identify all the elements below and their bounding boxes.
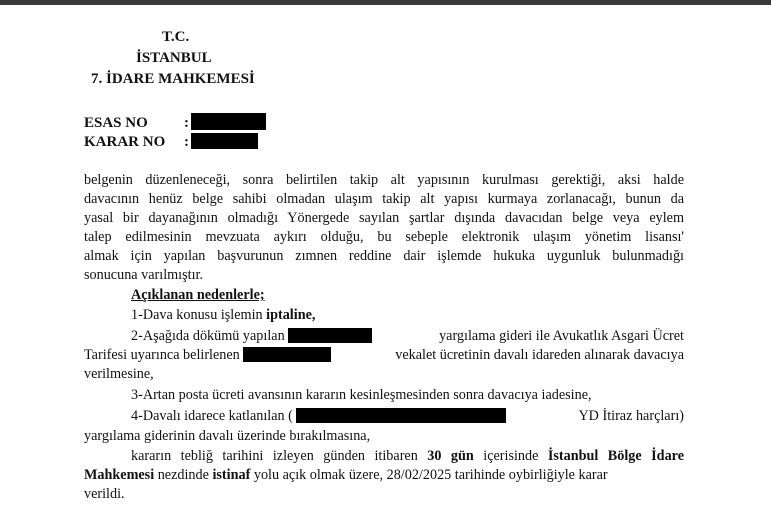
final-court-b: Mahkemesi xyxy=(84,467,155,483)
window-top-border xyxy=(0,0,771,5)
body-line: belgenin düzenleneceği, sonra belirtilen takip alt yapısının kurulması gerektiği, aksi halde xyxy=(84,172,684,188)
item-2-text-b: yargılama gideri ile Avukatlık Asgari Ücret xyxy=(439,328,684,344)
body-line: talep edilmesinin mevzuata aykırı olduğu, bu sebeple elektronik ulaşım yönetim lisansı' xyxy=(84,229,684,245)
final-line-2 xyxy=(84,466,684,485)
final-line-3: verildi. xyxy=(84,486,125,502)
item-4-text-a: 4-Davalı idarece katlanılan ( xyxy=(131,408,293,424)
karar-no-colon: : xyxy=(184,134,189,150)
item-2-amount-redaction xyxy=(288,328,372,343)
final-days: 30 gün xyxy=(427,448,474,464)
body-line: almak için yapılan başvurunun zımnen reddine dair işlemde hukuka uygunluk bulunmadığı xyxy=(84,248,684,264)
item-4-line-1 xyxy=(131,407,684,426)
body-line: sonucuna varılmıştır. xyxy=(84,267,203,283)
reasons-heading-text: Açıklanan nedenlerle; xyxy=(131,287,265,303)
item-2-fee-redaction xyxy=(243,347,331,362)
final-text-a: kararın tebliğ tarihini izleyen günden itibaren xyxy=(131,448,428,464)
item-2-text-c: Tarifesi uyarınca belirlenen xyxy=(84,347,240,363)
esas-no-colon: : xyxy=(184,115,189,131)
esas-no-redaction xyxy=(191,113,266,130)
item-2-line-1 xyxy=(131,327,684,346)
final-text-f: nezdinde xyxy=(154,467,213,483)
reasons-heading xyxy=(131,286,431,305)
item-2-text-a: 2-Aşağıda dökümü yapılan xyxy=(131,328,285,344)
item-2-line-3: verilmesine, xyxy=(84,366,154,382)
body-line: davacının henüz belge sahibi olmadan ulaşım takip alt yapısı kurmaya zorlanacağı, bunun da xyxy=(84,191,684,207)
header-court: 7. İDARE MAHKEMESİ xyxy=(91,71,255,87)
item-4-text-b: YD İtiraz harçları) xyxy=(578,408,684,424)
header-city: İSTANBUL xyxy=(136,50,212,66)
esas-no-label: ESAS NO xyxy=(84,115,148,131)
final-court-a: İstanbul Bölge İdare xyxy=(547,448,684,464)
item-1-text: 1-Dava konusu işlemin xyxy=(131,307,267,323)
item-1-bold: iptaline, xyxy=(266,307,316,323)
item-4-amount-redaction xyxy=(296,408,506,423)
item-1 xyxy=(131,306,531,325)
body-line: yasal bir dayanağının olmadığı Yönergede sayılan şartlar dışında davacıdan belge veya eylem xyxy=(84,210,684,226)
final-text-c: içerisinde xyxy=(473,448,548,464)
final-text-h: yolu açık olmak üzere, 28/02/2025 tarihinde oybirliğiyle karar xyxy=(250,467,608,483)
item-2-text-d: vekalet ücretinin davalı idareden alınarak davacıya xyxy=(395,347,684,363)
item-3: 3-Artan posta ücreti avansının kararın kesinleşmesinden sonra davacıya iadesine, xyxy=(131,387,592,403)
header-tc: T.C. xyxy=(162,29,190,45)
final-appeal: istinaf xyxy=(212,467,251,483)
final-line-1 xyxy=(131,447,684,466)
karar-no-redaction xyxy=(191,133,258,149)
item-2-line-2 xyxy=(84,346,684,365)
karar-no-label: KARAR NO xyxy=(84,134,166,150)
item-4-line-2: yargılama giderinin davalı üzerinde bırakılmasına, xyxy=(84,428,371,444)
